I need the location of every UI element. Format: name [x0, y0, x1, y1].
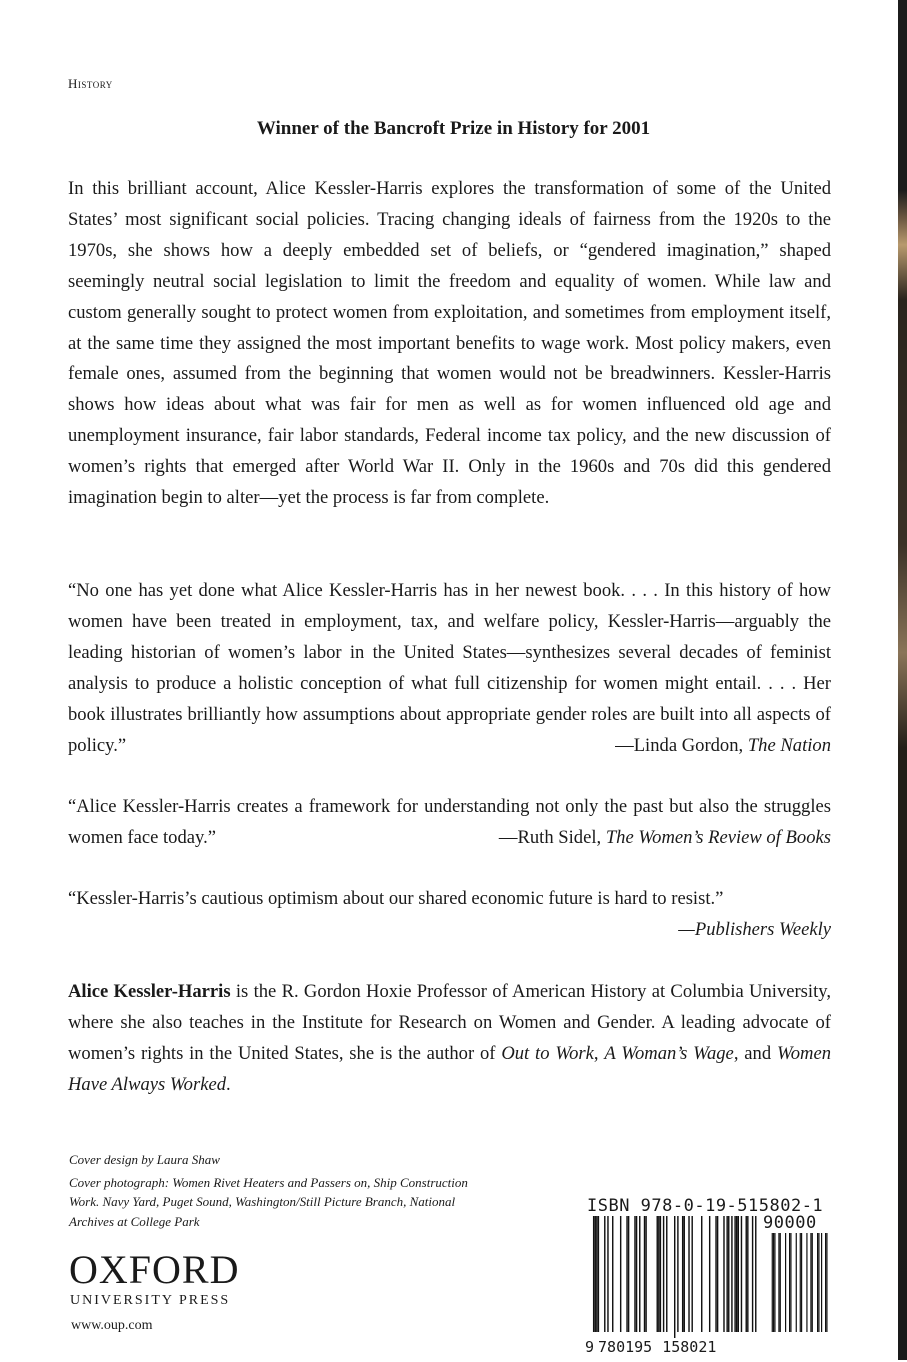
barcode-bar	[639, 1216, 640, 1332]
barcode-bar	[755, 1216, 756, 1332]
review-quote	[68, 792, 831, 854]
barcode-bar	[752, 1216, 753, 1332]
review-quote	[68, 576, 831, 761]
review-text: “Alice Kessler-Harris creates a framework for understanding not only the past but also the struggles women face today.”	[68, 796, 831, 848]
barcode-bar	[626, 1216, 627, 1332]
publisher-url[interactable]: www.oup.com	[71, 1318, 153, 1333]
barcode-bar	[772, 1233, 773, 1332]
barcode-bar	[806, 1233, 807, 1332]
barcode-bar	[826, 1233, 827, 1332]
review-text: “Kessler-Harris’s cautious optimism about our shared economic future is hard to resist.”	[68, 888, 724, 909]
barcode-bar	[660, 1216, 661, 1332]
review-attribution: —Ruth Sidel, The Women’s Review of Books	[498, 826, 831, 848]
barcode-bar	[691, 1216, 692, 1332]
barcode-bar	[607, 1216, 608, 1332]
barcode-bar	[726, 1216, 727, 1332]
barcode-bar	[746, 1216, 747, 1332]
barcode-bar	[663, 1216, 664, 1332]
barcode-bar	[747, 1216, 748, 1332]
review-attribution: —Publishers Weekly	[678, 918, 831, 940]
review-attribution: —Linda Gordon, The Nation	[615, 734, 831, 756]
review-quote	[68, 884, 831, 946]
barcode-bar	[717, 1216, 718, 1332]
isbn-barcode	[575, 1192, 841, 1362]
barcode-bar	[684, 1216, 685, 1332]
barcode-bar	[741, 1216, 742, 1332]
barcode-bar	[800, 1233, 801, 1332]
book-title: A Woman’s Wage	[604, 1042, 734, 1064]
publisher-logo: OXFORD	[69, 1247, 240, 1292]
barcode-bar	[785, 1233, 786, 1332]
barcode-bar	[634, 1216, 635, 1332]
barcode-bar	[636, 1216, 637, 1332]
author-bio: Alice Kessler-Harris is the R. Gordon Hoxie Professor of American History at Columbia University, where she also teaches in the Institute for Research on Women and Gender. A leading advocate of women’s rights in the United States, she is the author of Out to Work, A Woman’s Wage, and Women Have Always Worked.	[68, 981, 832, 1095]
cover-photo-credit: Cover photograph: Women Rivet Heaters and Passers on, Ship Construction Work. Navy Yard, Puget Sound, Washington/Still Picture Branch, National Archives at College Park	[69, 1174, 468, 1229]
barcode-bar	[593, 1216, 594, 1332]
barcode-bar	[644, 1216, 645, 1332]
barcode-bar	[596, 1216, 597, 1332]
author-name: Alice Kessler-Harris	[68, 981, 231, 1002]
cover-design-credit: Cover design by Laura Shaw	[69, 1152, 220, 1167]
barcode-bar	[734, 1216, 735, 1332]
barcode-bar	[796, 1233, 797, 1332]
barcode-bar	[701, 1216, 702, 1332]
barcode-bar	[666, 1216, 667, 1332]
barcode-bar	[723, 1216, 724, 1332]
barcode-bar	[812, 1233, 813, 1332]
barcode-bar	[731, 1216, 732, 1332]
barcode-bar	[818, 1233, 819, 1332]
barcode-bar	[821, 1233, 822, 1332]
barcode-bar	[620, 1216, 621, 1332]
barcode-bar	[738, 1216, 739, 1332]
barcode-digits: 9 780195 158021	[585, 1338, 717, 1356]
barcode-bar	[604, 1216, 605, 1332]
book-title: Out to Work	[501, 1042, 594, 1064]
addon-barcode-bars	[765, 1233, 831, 1342]
barcode-bar	[715, 1216, 716, 1332]
price-code: 90000	[763, 1213, 817, 1233]
barcode-bar	[682, 1216, 683, 1332]
barcode-bar	[817, 1233, 818, 1332]
barcode-bar	[688, 1216, 689, 1332]
barcode-bar	[628, 1216, 629, 1332]
cover-credits	[69, 1150, 489, 1234]
barcode-bar	[728, 1216, 729, 1332]
category-label: History	[68, 76, 113, 91]
book-title: Women Have Always Worked	[68, 1042, 832, 1095]
barcode-bar	[677, 1216, 678, 1332]
barcode-bar	[645, 1216, 646, 1332]
barcode-bar	[773, 1233, 774, 1332]
isbn-number: ISBN 978-0-19-515802-1	[587, 1196, 824, 1216]
barcode-bar	[709, 1216, 710, 1332]
barcode-bar	[825, 1233, 826, 1332]
ean-barcode-bars	[585, 1216, 765, 1342]
barcode-bar	[801, 1233, 802, 1332]
book-description: In this brilliant account, Alice Kessler-Harris explores the transformation of some of the United States’ most significant social policies. Tracing changing ideals of fairness from the 1920s to the 1970s, she shows how a deeply embedded set of beliefs, or “gendered imagination,” shaped seemingly neutral social legislation to limit the freedom and equality of women. While law and custom generally sought to protect women from exploitation, and sometimes from employment itself, at the same time they assigned the most important benefits to wage work. Most policy makers, even female ones, assumed from the beginning that women would not be breadwinners. Kessler-Harris shows how ideas about what was fair for men as well as for women influenced old age and unemployment insurance, fair labor standards, Federal income tax policy, and the new discussion of women’s rights that emerged after World War II. Only in the 1960s and 70s did this gendered imagination begin to alter—yet the process is far from complete.	[68, 178, 831, 509]
barcode-bar	[789, 1233, 790, 1332]
review-text: “No one has yet done what Alice Kessler-Harris has in her newest book. . . . In this history of how women have been treated in employment, tax, and welfare policy, Kessler-Harris—arguably the leading historian of women’s labor in the United States—synthesizes several decades of feminist analysis to produce a holistic conception of what full citizenship for women might entail. . . . Her book illustrates brilliantly how assumptions about appropriate gender roles are built into all aspects of policy.”	[68, 580, 831, 756]
barcode-bar	[810, 1233, 811, 1332]
barcode-bar	[736, 1216, 737, 1332]
barcode-bar	[790, 1233, 791, 1332]
publisher-logo-subtitle: UNIVERSITY PRESS	[70, 1293, 231, 1308]
barcode-bar	[612, 1216, 613, 1332]
prize-heading: Winner of the Bancroft Prize in History for 2001	[256, 118, 651, 139]
barcode-bar	[595, 1216, 596, 1332]
barcode-bar	[658, 1216, 659, 1332]
barcode-bar	[598, 1216, 599, 1332]
barcode-bar	[774, 1233, 775, 1332]
barcode-bar	[780, 1233, 781, 1332]
barcode-bar	[674, 1216, 675, 1342]
barcode-bar	[657, 1216, 658, 1332]
barcode-bar	[778, 1233, 779, 1332]
spine-edge	[898, 0, 907, 1360]
